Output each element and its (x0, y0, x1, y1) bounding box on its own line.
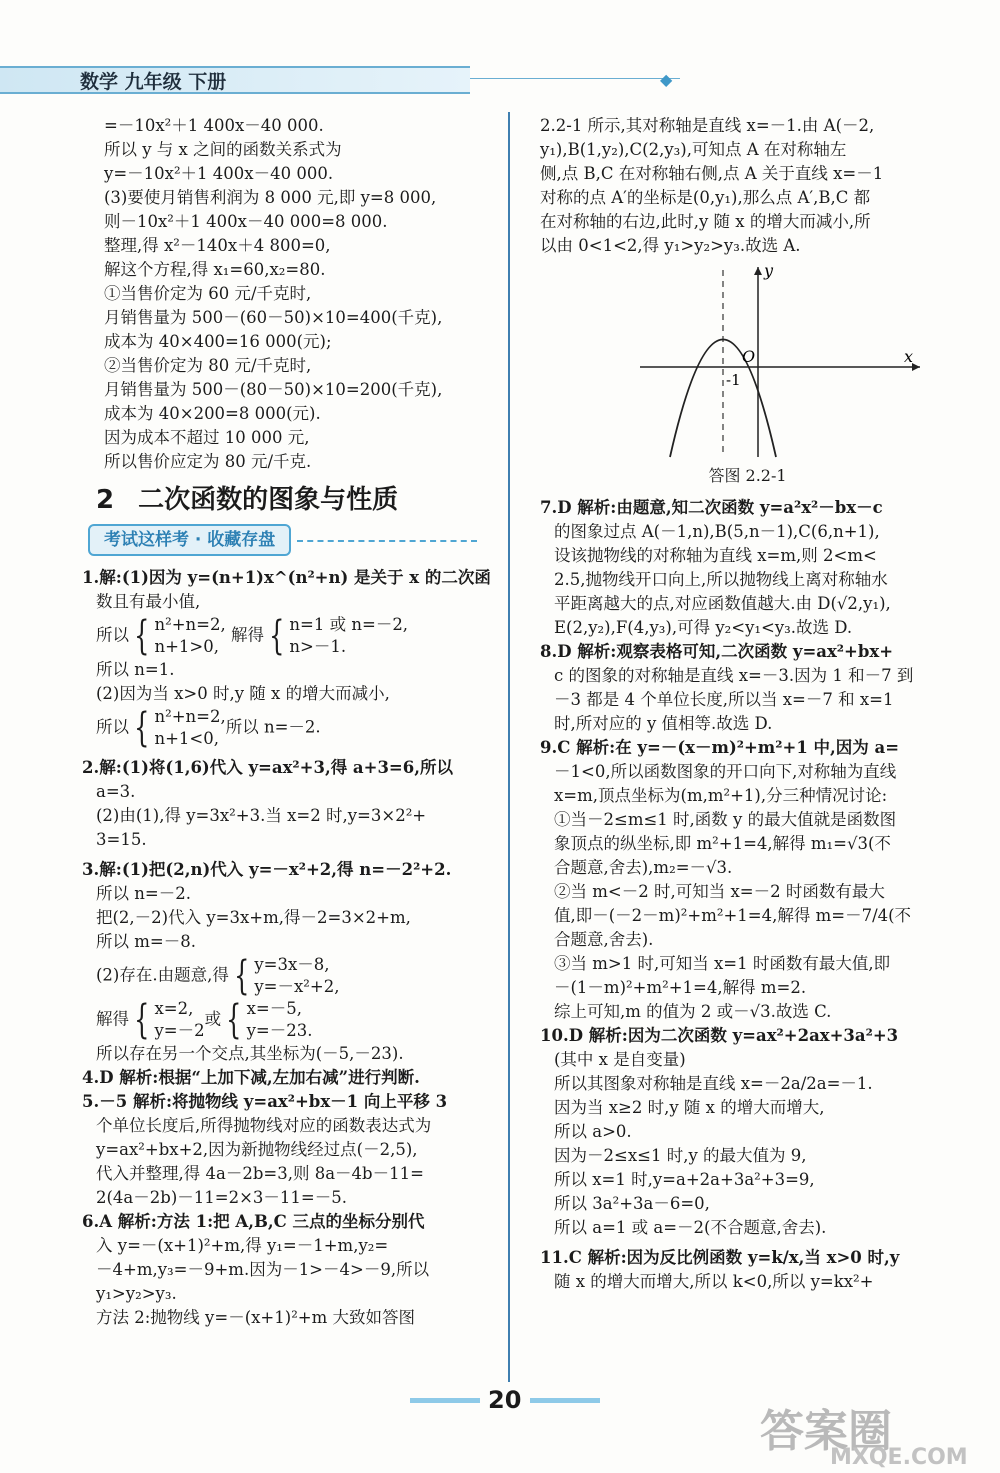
text-line: 综上可知,m 的值为 2 或－√3.故选 C. (554, 1002, 832, 1021)
brace-icon: { (226, 997, 242, 1043)
equation-system (154, 614, 225, 658)
equation: y=3x－8, (254, 955, 330, 974)
text-line: 所以 a=1 或 a=－2(不合题意,舍去). (554, 1218, 827, 1237)
text-line: ②当售价定为 80 元/千克时, (104, 356, 312, 375)
text-line: 2.5,抛物线开口向上,所以抛物线上离对称轴水 (554, 570, 888, 589)
equation: n²+n=2, (154, 707, 226, 726)
text-line: 所以 a>0. (554, 1122, 632, 1141)
footer-decoration-right (530, 1398, 600, 1403)
exam-badge: 考试这样考 · 收藏存盘 (88, 524, 291, 556)
brace-icon: { (134, 705, 150, 751)
text-line: 因为当 x≥2 时,y 随 x 的增大而增大, (554, 1098, 825, 1117)
brace-icon: { (269, 613, 285, 659)
text-line: 10.D 解析:因为二次函数 y=ax²+2ax+3a²+3 (540, 1026, 899, 1045)
text-line: 侧,点 B,C 在对称轴右侧,点 A 关于直线 x=－1 (540, 164, 884, 183)
answer-10 (540, 1024, 955, 1240)
answer-5 (82, 1090, 502, 1210)
text-line: 数且有最小值, (96, 592, 201, 611)
equation-system-line (82, 706, 502, 750)
right-column (540, 114, 955, 1294)
text-line: 所以其图象对称轴是直线 x=－2a/2a=－1. (554, 1074, 873, 1093)
answer-2 (82, 756, 502, 852)
answer-7 (540, 496, 955, 640)
text-line: 时,所对应的 y 值相等.故选 D. (554, 714, 773, 733)
page-header (0, 60, 680, 96)
text-span: 或 (204, 1009, 222, 1029)
text-line: 2.解:(1)将(1,6)代入 y=ax²+3,得 a+3=6,所以 (82, 758, 453, 777)
answer-8 (540, 640, 955, 736)
text-line: E(2,y₂),F(4,y₃),可得 y₂<y₁<y₃.故选 D. (554, 618, 853, 637)
brace-icon: { (233, 953, 250, 999)
equation-system (154, 998, 204, 1042)
text-line: 所以 x=1 时,y=a+2a+3a²+3=9, (554, 1170, 815, 1189)
text-line: 随 x 的增大而增大,所以 k<0,所以 y=kx²+ (554, 1272, 874, 1291)
origin-label: O (742, 347, 756, 366)
x-axis-label: x (904, 347, 914, 366)
text-line: x=m,顶点坐标为(m,m²+1),分三种情况讨论: (554, 786, 888, 805)
text-line: ①当售价定为 60 元/千克时, (104, 284, 312, 303)
solution-continuation (82, 114, 502, 474)
text-line: 8.D 解析:观察表格可知,二次函数 y=ax²+bx+ (540, 642, 894, 661)
text-span: 解得 (96, 1009, 129, 1029)
text-line: 所以 m=－8. (96, 932, 196, 951)
text-line: －1<0,所以函数图象的开口向下,对称轴为直线 (554, 762, 897, 781)
text-line: y=－10x²＋1 400x－40 000. (104, 164, 334, 183)
equation: y=－x²+2, (254, 977, 340, 996)
text-line: (其中 x 是自变量) (554, 1050, 686, 1069)
text-line: 7.D 解析:由题意,知二次函数 y=a²x²－bx－c (540, 498, 883, 517)
text-line: 2(4a－2b)－11=2×3－11=－5. (96, 1188, 347, 1207)
brace-icon: { (134, 613, 150, 659)
text-line: c 的图象的对称轴是直线 x=－3.因为 1 和－7 到 (554, 666, 914, 685)
text-line: 合题意,舍去). (554, 930, 654, 949)
footer-decoration-left (410, 1398, 480, 1403)
text-line: 值,即－(－2－m)²+m²+1=4,解得 m=－7/4(不 (554, 906, 912, 925)
equation: n²+n=2, (154, 615, 226, 634)
text-line: 所以 y 与 x 之间的函数关系式为 (104, 140, 342, 159)
equation: n+1<0, (154, 729, 219, 748)
equation: y=－2 (154, 1021, 205, 1040)
parabola-figure (630, 262, 930, 462)
text-line: 5.－5 解析:将抛物线 y=ax²+bx－1 向上平移 3 (82, 1092, 448, 1111)
text-line: 把(2,－2)代入 y=3x+m,得－2=3×2+m, (96, 908, 411, 927)
text-span: 所以 (96, 625, 129, 645)
answer-11 (540, 1246, 955, 1294)
answer-6-continued (540, 114, 955, 258)
equation-system-line (82, 998, 502, 1042)
text-line: 代入并整理,得 4a－2b=3,则 8a－4b－11= (96, 1164, 424, 1183)
text-line: 成本为 40×400=16 000(元); (104, 332, 332, 351)
equation-system-line (82, 954, 502, 998)
equation-system (247, 998, 313, 1042)
text-line: 1.解:(1)因为 y=(n+1)x^(n²+n) 是关于 x 的二次函 (82, 568, 491, 587)
text-line: (2)因为当 x>0 时,y 随 x 的增大而减小, (96, 684, 390, 703)
text-line: 11.C 解析:因为反比例函数 y=k/x,当 x>0 时,y (540, 1248, 900, 1267)
text-line: ③当 m>1 时,可知当 x=1 时函数有最大值,即 (554, 954, 891, 973)
text-line: 所以存在另一个交点,其坐标为(－5,－23). (96, 1044, 404, 1063)
text-line: 对称的点 A′的坐标是(0,y₁),那么点 A′,B,C 都 (540, 188, 871, 207)
text-line: 因为成本不超过 10 000 元, (104, 428, 310, 447)
text-line: －3 都是 4 个单位长度,所以当 x=－7 和 x=1 (554, 690, 894, 709)
text-span: 解得 (230, 625, 264, 645)
text-span: 所以 (96, 717, 129, 737)
equation-system (254, 954, 339, 998)
equation-system (154, 706, 225, 750)
watermark-url: MXQE.COM (830, 1445, 968, 1470)
text-line: 个单位长度后,所得抛物线对应的函数表达式为 (96, 1116, 432, 1135)
text-line: 3=15. (96, 830, 147, 849)
equation-system-line (82, 614, 502, 658)
section-number: 2 (96, 485, 115, 515)
equation: x=－5, (246, 999, 302, 1018)
text-line: ①当－2≤m≤1 时,函数 y 的最大值就是函数图 (554, 810, 897, 829)
x-axis-arrow (912, 363, 920, 371)
text-span: (2)存在.由题意,得 (96, 965, 229, 985)
tick-label: -1 (726, 371, 741, 389)
text-line: y₁),B(1,y₂),C(2,y₃),可知点 A 在对称轴左 (540, 140, 847, 159)
text-line: 则－10x²＋1 400x－40 000=8 000. (104, 212, 388, 231)
text-line: 方法 2:抛物线 y=－(x+1)²+m 大致如答图 (96, 1308, 416, 1327)
text-line: 成本为 40×200=8 000(元). (104, 404, 321, 423)
badge-row (82, 524, 502, 566)
answer-4 (82, 1066, 502, 1090)
text-line: 解这个方程,得 x₁=60,x₂=80. (104, 260, 326, 279)
y-axis-arrow (754, 267, 762, 275)
text-line: 入 y=－(x+1)²+m,得 y₁=－1+m,y₂= (96, 1236, 389, 1255)
section-title: 二次函数的图象与性质 (138, 485, 399, 515)
badge-rule (297, 540, 477, 542)
text-line: 所以 n=－2. (96, 884, 191, 903)
text-line: 所以售价应定为 80 元/千克. (104, 452, 312, 471)
text-line: 象顶点的纵坐标,即 m²+1=4,解得 m₁=√3(不 (554, 834, 891, 853)
text-line: 9.C 解析:在 y=－(x－m)²+m²+1 中,因为 a= (540, 738, 900, 757)
y-axis-label: y (764, 262, 774, 280)
text-line: 月销售量为 500－(80－50)×10=200(千克), (104, 380, 443, 399)
equation: n=1 或 n=－2, (289, 615, 409, 634)
text-line: 合题意,舍去),m₂=－√3. (554, 858, 733, 877)
answer-1 (82, 566, 502, 750)
text-line: 2.2-1 所示,其对称轴是直线 x=－1.由 A(－2, (540, 116, 875, 135)
text-line: 在对称轴的右边,此时,y 随 x 的增大而减小,所 (540, 212, 871, 231)
text-line: 月销售量为 500－(60－50)×10=400(千克), (104, 308, 443, 327)
text-line: －4+m,y₃=－9+m.因为－1>－4>－9,所以 (96, 1260, 430, 1279)
text-line: (3)要使月销售利润为 8 000 元,即 y=8 000, (104, 188, 437, 207)
equation-system (289, 614, 408, 658)
text-line: =－10x²＋1 400x－40 000. (104, 116, 324, 135)
text-line: 平距离越大的点,对应函数值越大.由 D(√2,y₁), (554, 594, 891, 613)
answer-9 (540, 736, 955, 1024)
text-line: ②当 m<－2 时,可知当 x=－2 时函数有最大 (554, 882, 885, 901)
text-line: 6.A 解析:方法 1:把 A,B,C 三点的坐标分别代 (82, 1212, 425, 1231)
text-line: y=ax²+bx+2,因为新抛物线经过点(－2,5), (96, 1140, 418, 1159)
answer-3 (82, 858, 502, 1066)
header-title: 数学 九年级 下册 (80, 71, 227, 93)
equation: y=－23. (246, 1021, 313, 1040)
diamond-icon: ◆ (660, 70, 673, 89)
section-heading (96, 482, 502, 518)
text-line: －(1－m)²+m²+1=4,解得 m=2. (554, 978, 807, 997)
header-rule (470, 78, 680, 79)
text-line: 设该抛物线的对称轴为直线 x=m,则 2<m< (554, 546, 877, 565)
page-number: 20 (488, 1386, 522, 1414)
text-line: 因为－2≤x≤1 时,y 的最大值为 9, (554, 1146, 807, 1165)
text-line: 所以 n=1. (96, 660, 175, 679)
text-line: 的图象过点 A(－1,n),B(5,n－1),C(6,n+1), (554, 522, 880, 541)
equation: n>－1. (289, 637, 347, 656)
text-line: 4.D 解析:根据“上加下减,左加右减”进行判断. (82, 1068, 420, 1087)
text-span: 所以 n=－2. (225, 717, 321, 737)
text-line: 所以 3a²+3a－6=0, (554, 1194, 710, 1213)
equation: n+1>0, (154, 637, 219, 656)
watermark-logo: 答案圈 (760, 1406, 892, 1457)
answer-6 (82, 1210, 502, 1330)
left-column (82, 114, 502, 1330)
brace-icon: { (134, 997, 150, 1043)
text-line: y₁>y₂>y₃. (96, 1284, 177, 1303)
text-line: a=3. (96, 782, 136, 801)
figure-caption: 答图 2.2-1 (708, 466, 787, 485)
text-line: 3.解:(1)把(2,n)代入 y=－x²+2,得 n=－2²+2. (82, 860, 452, 879)
equation: x=2, (154, 999, 194, 1018)
column-divider (508, 112, 510, 1382)
header-bar (0, 66, 470, 94)
text-line: 以由 0<1<2,得 y₁>y₂>y₃.故选 A. (540, 236, 801, 255)
text-line: (2)由(1),得 y=3x²+3.当 x=2 时,y=3×2²+ (96, 806, 427, 825)
parabola-graph (630, 262, 930, 462)
text-line: 整理,得 x²－140x＋4 800=0, (104, 236, 331, 255)
